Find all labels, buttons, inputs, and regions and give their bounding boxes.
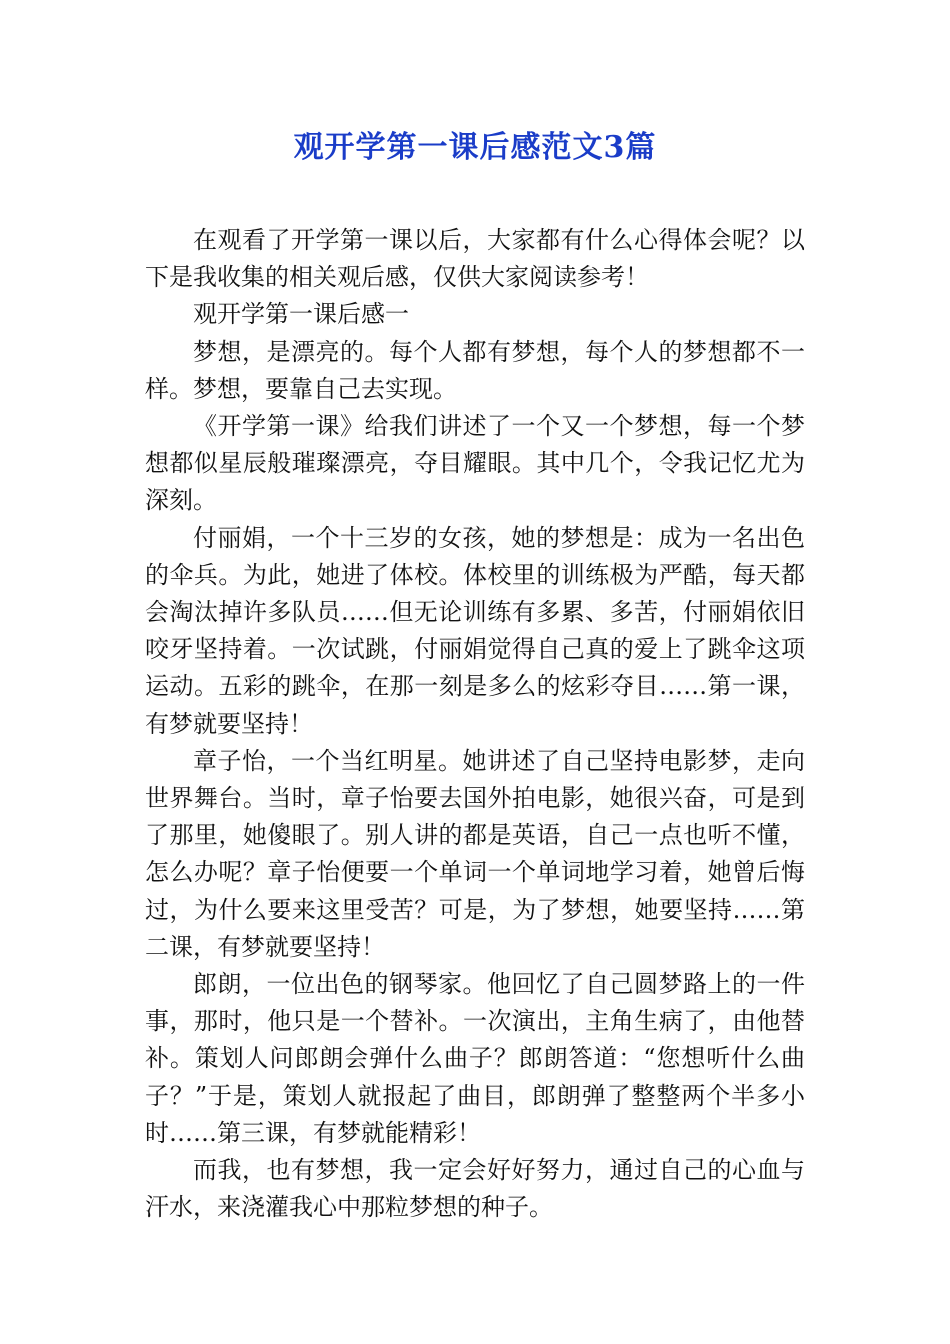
paragraph: 而我，也有梦想，我一定会好好努力，通过自己的心血与汗水，来浇灌我心中那粒梦想的种子。 [145,1156,805,1222]
paragraph: 梦想，是漂亮的。每个人都有梦想，每个人的梦想都不一样。梦想，要靠自己去实现。 [145,337,805,403]
section-heading: 观开学第一课后感一 [193,300,409,329]
paragraph: 郎朗，一位出色的钢琴家。他回忆了自己圆梦路上的一件事，那时，他只是一个替补。一次演出，主角生病了，由他替补。策划人问郎朗会弹什么曲子？郎朗答道：“您想听什么曲子？”于是，策划人就报起了曲目，郎朗弹了整整两个半多小时……第三课，有梦就能精彩！ [145,970,805,1147]
paragraph: 付丽娟，一个十三岁的女孩，她的梦想是：成为一名出色的伞兵。为此，她进了体校。体校里的训练极为严酷，每天都会淘汰掉许多队员……但无论训练有多累、多苦，付丽娟依旧咬牙坚持着。一次试跳，付丽娟觉得自己真的爱上了跳伞这项运动。五彩的跳伞，在那一刻是多么的炫彩夺目……第一课，有梦就要坚持！ [145,523,805,738]
document-title: 观开学第一课后感范文3篇 [293,130,657,165]
paragraph: 《开学第一课》给我们讲述了一个又一个梦想，每一个梦想都似星辰般璀璨漂亮，夺目耀眼。其中几个，令我记忆尤为深刻。 [145,412,805,515]
paragraph-intro: 在观看了开学第一课以后，大家都有什么心得体会呢？以下是我收集的相关观后感，仅供大家阅读参考！ [145,226,805,292]
paragraph: 章子怡，一个当红明星。她讲述了自己坚持电影梦，走向世界舞台。当时，章子怡要去国外拍电影，她很兴奋，可是到了那里，她傻眼了。别人讲的都是英语，自己一点也听不懂，怎么办呢？章子怡便要一个单词一个单词地学习着，她曾后悔过，为什么要来这里受苦？可是，为了梦想，她要坚持……第二课，有梦就要坚持！ [145,746,805,961]
document-body [145,222,805,1226]
